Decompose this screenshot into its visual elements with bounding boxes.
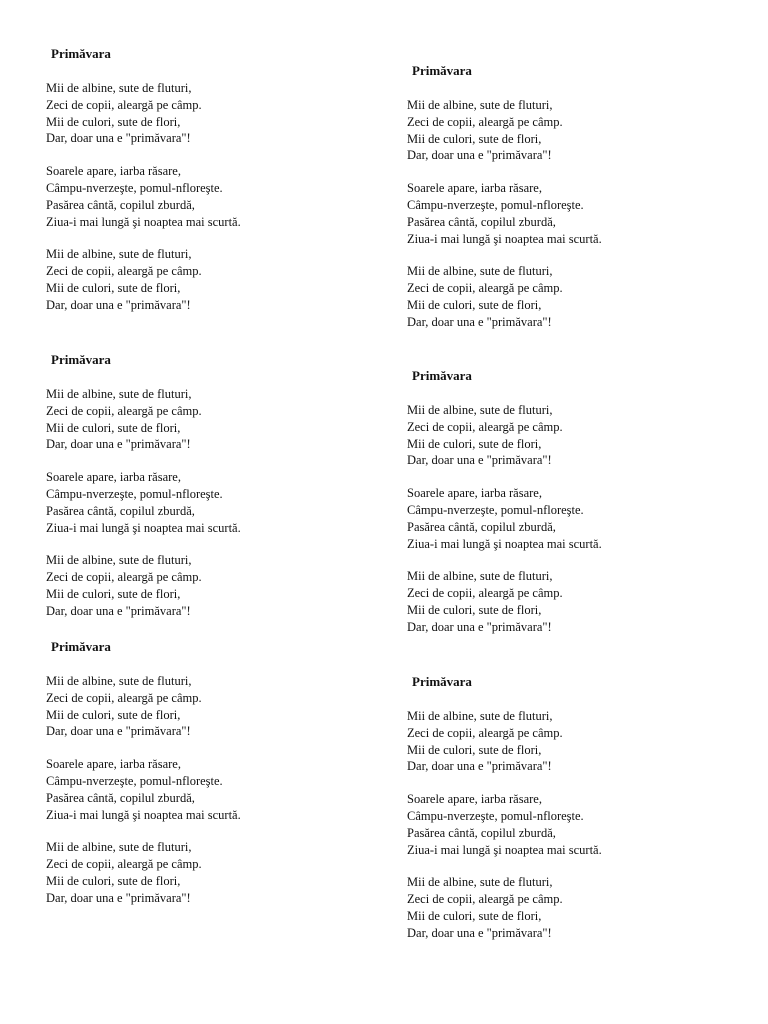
poem-line: Soarele apare, iarba răsare,	[407, 486, 542, 501]
poem-block	[407, 63, 737, 331]
stanza	[46, 246, 376, 313]
poem-line: Dar, doar una e "primăvara"!	[46, 297, 191, 312]
poem-line: Câmpu-nverzeşte, pomul-nfloreşte.	[407, 502, 584, 517]
poem-line: Mii de culori, sute de flori,	[407, 742, 542, 757]
poem-line: Mii de albine, sute de fluturi,	[46, 81, 192, 95]
poem-block	[46, 46, 376, 314]
poem-line: Pasărea cântă, copilul zburdă,	[407, 519, 556, 534]
poem-line: Mii de albine, sute de fluturi,	[407, 709, 553, 723]
poem-line: Mii de culori, sute de flori,	[46, 873, 181, 888]
stanza	[407, 97, 737, 164]
poem-title: Primăvara	[412, 674, 472, 689]
poem-line: Zeci de copii, aleargă pe câmp.	[46, 857, 202, 872]
poem-line: Câmpu-nverzeşte, pomul-nfloreşte.	[407, 197, 584, 212]
poem-line: Zeci de copii, aleargă pe câmp.	[46, 570, 202, 585]
poem-line: Dar, doar una e "primăvara"!	[46, 890, 191, 905]
poem-line: Dar, doar una e "primăvara"!	[407, 314, 552, 329]
poem-line: Pasărea cântă, copilul zburdă,	[46, 503, 195, 518]
poem-title: Primăvara	[51, 639, 111, 654]
poem-line: Mii de albine, sute de fluturi,	[407, 98, 553, 112]
poem-line: Mii de culori, sute de flori,	[46, 114, 181, 129]
poem-line: Soarele apare, iarba răsare,	[46, 164, 181, 179]
poem-line: Zeci de copii, aleargă pe câmp.	[407, 114, 563, 129]
poem-line: Câmpu-nverzeşte, pomul-nfloreşte.	[407, 808, 584, 823]
poem-line: Mii de culori, sute de flori,	[407, 602, 542, 617]
poem-line: Dar, doar una e "primăvara"!	[46, 603, 191, 618]
poem-block	[407, 368, 737, 636]
poem-title: Primăvara	[51, 46, 111, 61]
poem-line: Câmpu-nverzeşte, pomul-nfloreşte.	[46, 486, 223, 501]
poem-line: Câmpu-nverzeşte, pomul-nfloreşte.	[46, 773, 223, 788]
poem-line: Mii de culori, sute de flori,	[46, 707, 181, 722]
poem-line: Mii de albine, sute de fluturi,	[407, 403, 553, 417]
poem-line: Mii de culori, sute de flori,	[407, 131, 542, 146]
poem-line: Mii de culori, sute de flori,	[46, 420, 181, 435]
poem-line: Pasărea cântă, copilul zburdă,	[46, 197, 195, 212]
poem-line: Ziua-i mai lungă şi noaptea mai scurtă.	[407, 842, 602, 857]
poem-line: Dar, doar una e "primăvara"!	[407, 453, 552, 468]
poem-line: Pasărea cântă, copilul zburdă,	[46, 790, 195, 805]
poem-line: Mii de culori, sute de flori,	[407, 908, 542, 923]
poem-line: Zeci de copii, aleargă pe câmp.	[46, 264, 202, 279]
poem-line: Zeci de copii, aleargă pe câmp.	[46, 403, 202, 418]
poem-line: Mii de albine, sute de fluturi,	[46, 674, 192, 688]
stanza	[46, 673, 376, 740]
poem-line: Mii de culori, sute de flori,	[407, 297, 542, 312]
poem-line: Dar, doar una e "primăvara"!	[407, 148, 552, 163]
poem-line: Zeci de copii, aleargă pe câmp.	[407, 281, 563, 296]
poem-line: Dar, doar una e "primăvara"!	[46, 437, 191, 452]
stanza	[407, 708, 737, 775]
poem-block	[46, 639, 376, 907]
poem-line: Soarele apare, iarba răsare,	[407, 181, 542, 196]
stanza	[46, 469, 376, 536]
stanza	[407, 180, 737, 247]
poem-line: Dar, doar una e "primăvara"!	[407, 925, 552, 940]
stanza	[46, 163, 376, 230]
poem-line: Dar, doar una e "primăvara"!	[407, 759, 552, 774]
poem-line: Ziua-i mai lungă şi noaptea mai scurtă.	[407, 231, 602, 246]
poem-line: Mii de albine, sute de fluturi,	[407, 569, 553, 584]
stanza	[46, 756, 376, 823]
poem-line: Zeci de copii, aleargă pe câmp.	[407, 725, 563, 740]
poem-line: Mii de culori, sute de flori,	[46, 280, 181, 295]
stanza	[407, 874, 737, 941]
poem-title: Primăvara	[412, 63, 472, 78]
poem-line: Ziua-i mai lungă şi noaptea mai scurtă.	[46, 520, 241, 535]
poem-line: Zeci de copii, aleargă pe câmp.	[46, 97, 202, 112]
poem-line: Zeci de copii, aleargă pe câmp.	[46, 690, 202, 705]
poem-line: Mii de culori, sute de flori,	[407, 436, 542, 451]
poem-line: Dar, doar una e "primăvara"!	[46, 724, 191, 739]
poem-line: Mii de albine, sute de fluturi,	[407, 875, 553, 890]
poem-line: Mii de albine, sute de fluturi,	[407, 264, 553, 279]
stanza	[407, 402, 737, 469]
poem-block	[46, 352, 376, 620]
poem-line: Soarele apare, iarba răsare,	[46, 470, 181, 485]
stanza	[46, 552, 376, 619]
poem-line: Pasărea cântă, copilul zburdă,	[407, 214, 556, 229]
stanza	[46, 839, 376, 906]
poem-line: Mii de albine, sute de fluturi,	[46, 387, 192, 401]
poem-line: Soarele apare, iarba răsare,	[46, 757, 181, 772]
poem-line: Mii de albine, sute de fluturi,	[46, 840, 192, 855]
stanza	[407, 791, 737, 858]
poem-line: Mii de culori, sute de flori,	[46, 586, 181, 601]
stanza	[407, 485, 737, 552]
stanza	[407, 263, 737, 330]
poem-line: Pasărea cântă, copilul zburdă,	[407, 825, 556, 840]
poem-line: Ziua-i mai lungă şi noaptea mai scurtă.	[46, 214, 241, 229]
poem-line: Zeci de copii, aleargă pe câmp.	[407, 419, 563, 434]
stanza	[407, 568, 737, 635]
poem-line: Dar, doar una e "primăvara"!	[407, 619, 552, 634]
poem-line: Soarele apare, iarba răsare,	[407, 792, 542, 807]
poem-line: Dar, doar una e "primăvara"!	[46, 131, 191, 146]
stanza	[46, 386, 376, 453]
stanza	[46, 80, 376, 147]
poem-title: Primăvara	[51, 352, 111, 367]
poem-line: Ziua-i mai lungă şi noaptea mai scurtă.	[46, 807, 241, 822]
poem-block	[407, 674, 737, 942]
poem-line: Zeci de copii, aleargă pe câmp.	[407, 586, 563, 601]
poem-line: Mii de albine, sute de fluturi,	[46, 553, 192, 568]
poem-title: Primăvara	[412, 368, 472, 383]
poem-line: Ziua-i mai lungă şi noaptea mai scurtă.	[407, 536, 602, 551]
poem-line: Câmpu-nverzeşte, pomul-nfloreşte.	[46, 180, 223, 195]
poem-line: Mii de albine, sute de fluturi,	[46, 247, 192, 262]
poem-line: Zeci de copii, aleargă pe câmp.	[407, 892, 563, 907]
